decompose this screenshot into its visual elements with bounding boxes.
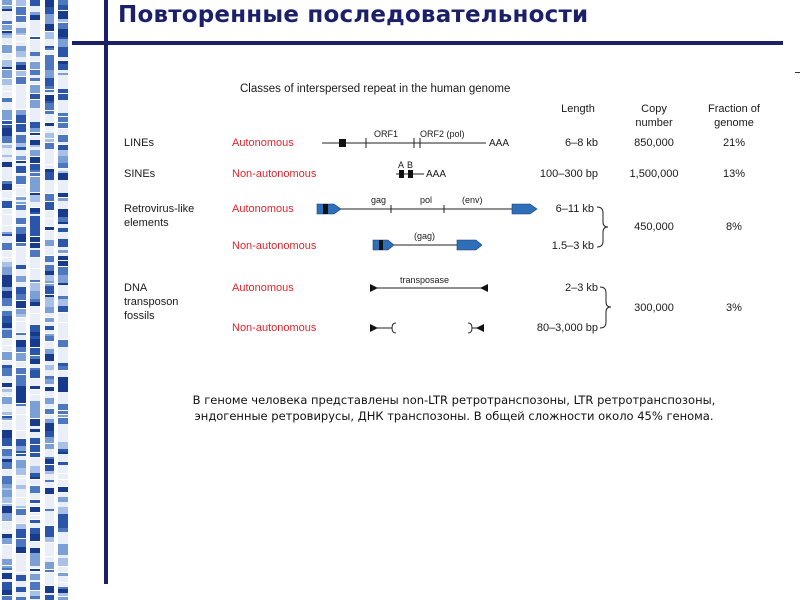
- retro-pol-label: pol: [420, 195, 433, 205]
- col-header-copy-1: Copy: [641, 103, 667, 115]
- col-header-fraction-1: Fraction of: [708, 103, 760, 115]
- sines-element-diagram: [396, 170, 424, 178]
- col-header-length: Length: [561, 103, 595, 115]
- dna-non-element-diagram: [370, 323, 484, 333]
- retro-non-element-diagram: [373, 240, 482, 250]
- figure-heading: Classes of interspersed repeat in the human genome: [240, 83, 511, 95]
- row-retro-fraction: 8%: [726, 221, 742, 233]
- dna-length-brace: [600, 287, 611, 328]
- lines-orf1-label: ORF1: [374, 129, 399, 139]
- row-dna-length-auto: 2–3 kb: [564, 282, 598, 294]
- sines-box-b-label: B: [407, 160, 414, 170]
- row-dna-name-2: transposon: [124, 296, 179, 308]
- row-sines-length: 100–300 bp: [539, 168, 598, 180]
- row-dna-type-auto: Autonomous: [232, 282, 294, 294]
- row-lines-name: LINEs: [124, 137, 154, 149]
- row-retro-name-2: elements: [124, 217, 169, 229]
- lines-polya-tail: AAA: [489, 138, 510, 149]
- lines-element-diagram: [322, 138, 486, 148]
- retro-env-label: (env): [462, 195, 483, 205]
- caption-line-2: эндогенные ретровирусы, ДНК транспозоны. В общей сложности около 45% генома.: [194, 409, 714, 423]
- row-retro-name-1: Retrovirus-like: [124, 203, 195, 215]
- row-lines-length: 6–8 kb: [564, 137, 598, 149]
- sines-polya-tail: AAA: [426, 169, 447, 180]
- row-lines-type: Autonomous: [232, 137, 294, 149]
- row-dna-type-non: Non-autonomous: [232, 322, 317, 334]
- row-lines-fraction: 21%: [722, 137, 746, 149]
- row-retro-type-auto: Autonomous: [232, 203, 294, 215]
- row-sines-type: Non-autonomous: [232, 168, 317, 180]
- col-header-copy-2: number: [635, 117, 673, 129]
- row-sines-copy: 1,500,000: [629, 168, 679, 180]
- retro-length-brace: [597, 207, 608, 247]
- row-dna-fraction: 3%: [726, 302, 742, 314]
- slide-caption: [120, 392, 788, 424]
- col-header-fraction-2: genome: [714, 117, 754, 129]
- retro-gag-paren-label: (gag): [414, 231, 436, 241]
- retro-gag-label: gag: [371, 195, 387, 205]
- slide-title: Повторенные последовательности: [118, 2, 589, 28]
- lines-orf2-label: ORF2 (pol): [420, 129, 465, 139]
- row-lines-copy: 850,000: [634, 137, 674, 149]
- dna-auto-element-diagram: [370, 284, 488, 292]
- row-retro-type-non: Non-autonomous: [232, 240, 317, 252]
- row-retro-copy: 450,000: [634, 221, 674, 233]
- sines-box-a-label: A: [398, 160, 405, 170]
- dna-transposase-label: transposase: [400, 275, 450, 285]
- row-retro-length-auto: 6–11 kb: [555, 203, 594, 215]
- row-sines-name: SINEs: [124, 168, 156, 180]
- row-dna-name-3: fossils: [124, 310, 155, 322]
- caption-line-1: В геноме человека представлены non-LTR ретротранспозоны, LTR ретротранспозоны,: [192, 393, 716, 407]
- row-dna-name-1: DNA: [124, 282, 148, 294]
- retro-auto-element-diagram: [317, 204, 537, 214]
- row-sines-fraction: 13%: [722, 168, 746, 180]
- row-retro-length-non: 1.5–3 kb: [551, 240, 594, 252]
- row-dna-copy: 300,000: [634, 302, 674, 314]
- row-dna-length-non: 80–3,000 bp: [536, 322, 598, 334]
